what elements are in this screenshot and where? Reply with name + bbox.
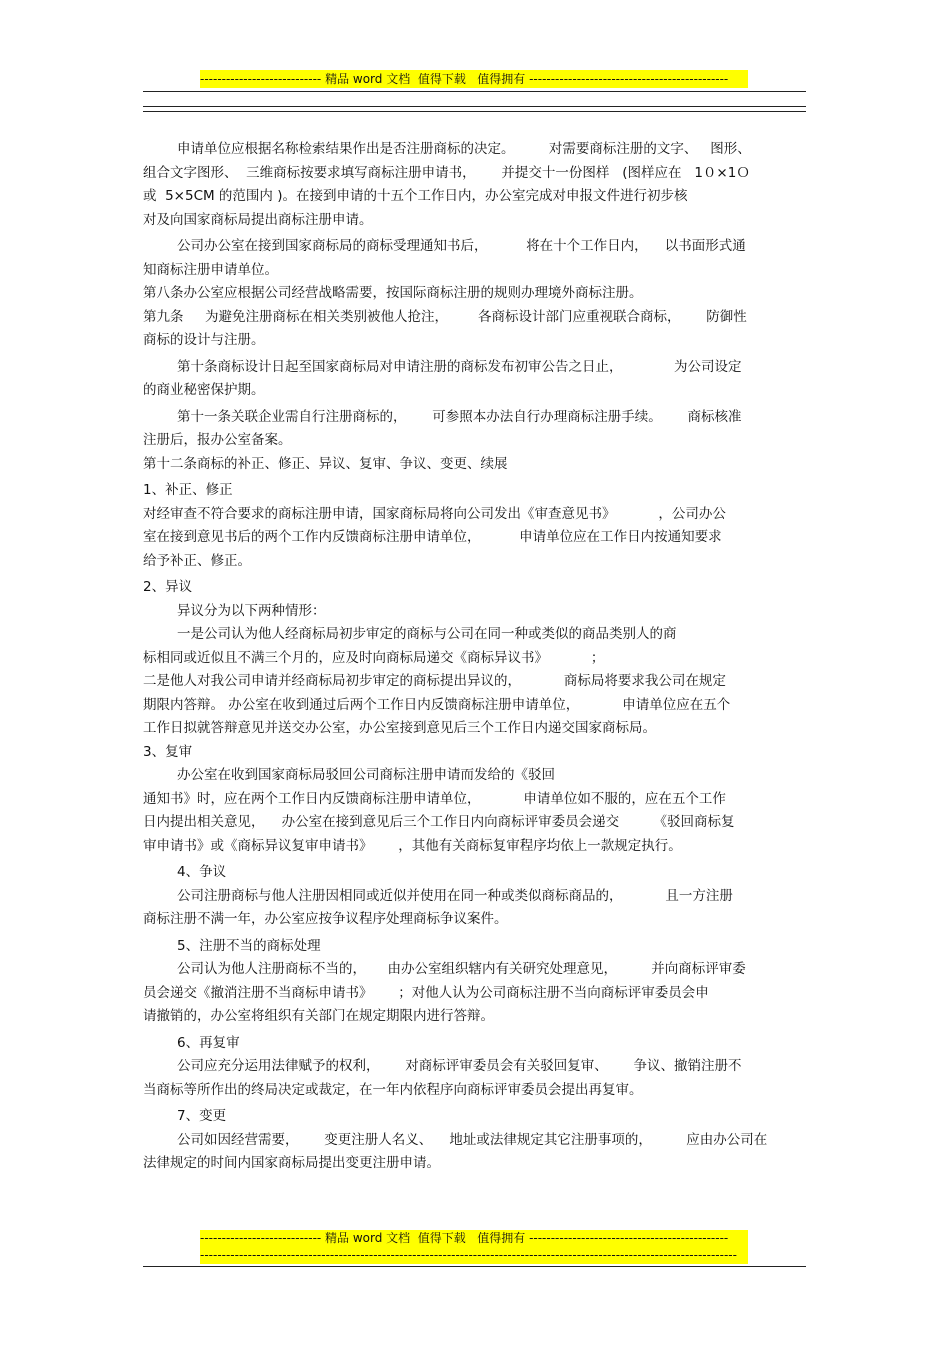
section-7-line-2: 法律规定的时间内国家商标局提出变更注册申请。 bbox=[143, 1155, 440, 1171]
section-4-line-1: 公司注册商标与他人注册因相同或近似并使用在同一种或类似商标商品的， 且一方注册 bbox=[177, 887, 733, 904]
section-3-line-3: 日内提出相关意见， 办公室在接到意见后三个工作日内向商标评审委员会递交 《驳回商标复 bbox=[143, 814, 735, 830]
section-4-line-2: 商标注册不满一年，办公室应按争议程序处理商标争议案件。 bbox=[143, 911, 508, 927]
section-1-line-1: 对经审查不符合要求的商标注册申请，国家商标局将向公司发出《审查意见书》 ，公司办公 bbox=[143, 505, 726, 522]
header-rule-1 bbox=[143, 91, 806, 92]
section-2-intro: 异议分为以下两种情形： bbox=[177, 602, 326, 619]
section-2-line-4: 期限内答辩。 办公室在收到通过后两个工作日内反馈商标注册申请单位， 申请单位应在五个 bbox=[143, 696, 731, 713]
section-5-line-2: 员会递交《撤消注册不当商标申请书》 ；对他人认为公司商标注册不当向商标评审委员会申 bbox=[143, 984, 709, 1001]
section-5-line-3: 请撤销的，办公室将组织有关部门在规定期限内进行答辩。 bbox=[143, 1008, 494, 1024]
footer-banner-line-1: ---------------------------- 精品 word 文档 值得下载 值得拥有 ---------------------------------------------- bbox=[200, 1231, 729, 1245]
header-banner bbox=[200, 70, 748, 88]
footer-rule bbox=[143, 1266, 806, 1267]
article-12: 第十二条商标的补正、修正、异议、复审、争议、变更、续展 bbox=[143, 455, 508, 472]
section-7-line-1: 公司如因经营需要， 变更注册人名义、 地址或法律规定其它注册事项的， 应由办公司在 bbox=[177, 1131, 768, 1148]
article-11-line-1: 第十一条关联企业需自行注册商标的， 可参照本办法自行办理商标注册手续。 商标核准 bbox=[177, 408, 742, 425]
article-9-line-2: 商标的设计与注册。 bbox=[143, 332, 265, 348]
section-2-title: 2、异议 bbox=[143, 579, 193, 595]
section-1-title: 1、补正、修正 bbox=[143, 482, 233, 498]
section-6-title: 6、再复审 bbox=[177, 1034, 240, 1051]
para-1-line-2: 组合文字图形、 三维商标按要求填写商标注册申请书， 并提交十一份图样 (图样应在 1０×1Ｏ bbox=[143, 164, 750, 181]
header-dashes-right: ---------------------------------------------- bbox=[529, 72, 729, 86]
section-2-line-3: 二是他人对我公司申请并经商标局初步审定的商标提出异议的， 商标局将要求我公司在规定 bbox=[143, 673, 726, 689]
para-1-line-3: 或 5×5CM 的范围内 )。在接到申请的十五个工作日内，办公室完成对申报文件进行初步核 bbox=[143, 188, 688, 204]
section-3-title: 3、复审 bbox=[143, 743, 193, 760]
section-1-line-3: 给予补正、修正。 bbox=[143, 552, 251, 569]
header-banner-text: 精品 word 文档 值得下载 值得拥有 bbox=[321, 72, 530, 86]
section-7-title: 7、变更 bbox=[177, 1108, 227, 1124]
footer-banner-line-2: ---------------------------------------------------------------------------------------------------------------------------- bbox=[200, 1248, 737, 1262]
para-1-line-1: 申请单位应根据名称检索结果作出是否注册商标的决定。 对需要商标注册的文字、 图形、 bbox=[177, 141, 751, 157]
section-3-line-1: 办公室在收到国家商标局驳回公司商标注册申请而发给的《驳回 bbox=[177, 767, 555, 783]
section-2-line-1: 一是公司认为他人经商标局初步审定的商标与公司在同一种或类似的商品类别人的商 bbox=[177, 626, 677, 642]
footer-banner bbox=[200, 1230, 748, 1264]
section-2-line-2: 标相同或近似且不满三个月的，应及时向商标局递交《商标异议书》 ； bbox=[143, 649, 605, 666]
article-10-line-1: 第十条商标设计日起至国家商标局对申请注册的商标发布初审公告之日止， 为公司设定 bbox=[177, 358, 742, 375]
document-body bbox=[143, 138, 806, 1176]
header-dashes-left: ---------------------------- bbox=[200, 72, 322, 86]
header-rule-3 bbox=[143, 111, 806, 112]
para-1-line-4: 对及向国家商标局提出商标注册申请。 bbox=[143, 211, 373, 228]
article-11-line-2: 注册后，报办公室备案。 bbox=[143, 432, 292, 448]
section-6-line-2: 当商标等所作出的终局决定或裁定，在一年内依程序向商标评审委员会提出再复审。 bbox=[143, 1081, 643, 1098]
section-4-title: 4、争议 bbox=[177, 864, 227, 880]
para-2-line-2: 知商标注册申请单位。 bbox=[143, 261, 278, 278]
article-8: 第八条办公室应根据公司经营战略需要，按国际商标注册的规则办理境外商标注册。 bbox=[143, 285, 643, 301]
article-9-line-1: 第九条 为避免注册商标在相关类别被他人抢注， 各商标设计部门应重视联合商标， 防御性 bbox=[143, 308, 747, 325]
para-2-line-1: 公司办公室在接到国家商标局的商标受理通知书后， 将在十个工作日内， 以书面形式通 bbox=[177, 238, 746, 254]
section-3-line-4: 审申请书》或《商标异议复审申请书》 ，其他有关商标复审程序均依上一款规定执行。 bbox=[143, 837, 682, 854]
article-10-line-2: 的商业秘密保护期。 bbox=[143, 382, 265, 398]
section-1-line-2: 室在接到意见书后的两个工作内反馈商标注册申请单位， 申请单位应在工作日内按通知要求 bbox=[143, 529, 722, 545]
header-rule-2 bbox=[143, 106, 806, 107]
section-5-title: 5、注册不当的商标处理 bbox=[177, 937, 321, 954]
section-5-line-1: 公司认为他人注册商标不当的， 由办公室组织辖内有关研究处理意见， 并向商标评审委 bbox=[177, 961, 746, 977]
section-6-line-1: 公司应充分运用法律赋予的权利， 对商标评审委员会有关驳回复审、 争议、撤销注册不 bbox=[177, 1058, 742, 1074]
section-3-line-2: 通知书》时，应在两个工作日内反馈商标注册申请单位， 申请单位如不服的，应在五个工作 bbox=[143, 790, 726, 807]
section-2-line-5: 工作日拟就答辩意见并送交办公室，办公室接到意见后三个工作日内递交国家商标局。 bbox=[143, 720, 656, 736]
